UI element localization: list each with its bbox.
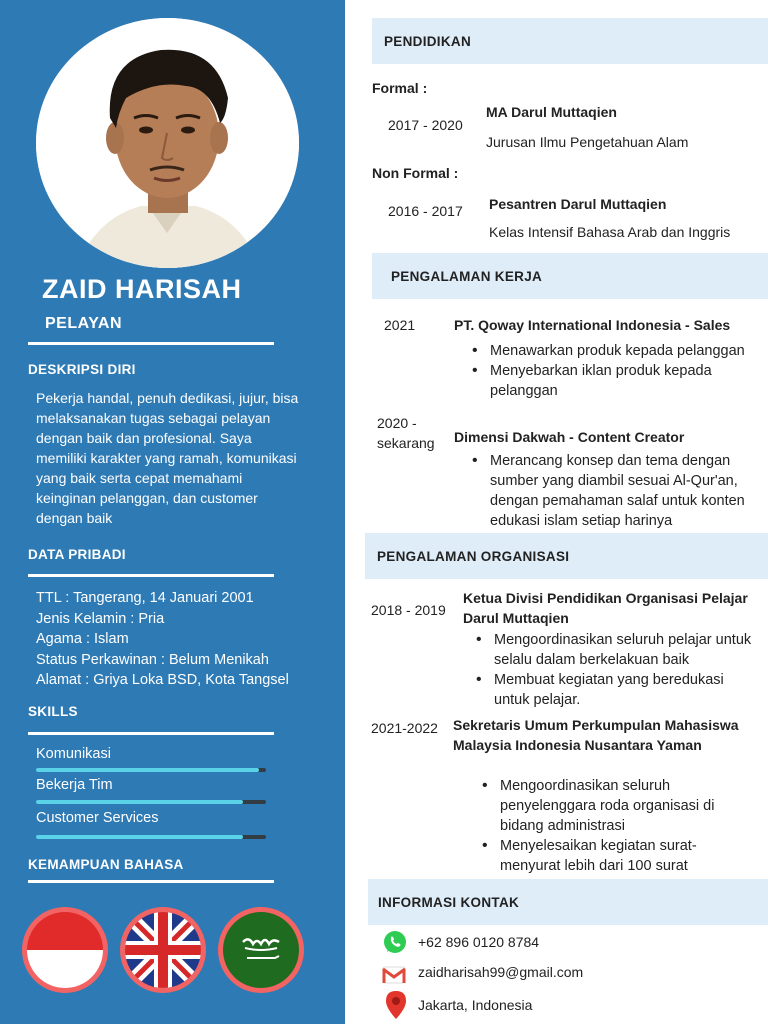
education-detail: Jurusan Ilmu Pengetahuan Alam bbox=[486, 134, 689, 150]
personal-data-list bbox=[36, 588, 289, 691]
skill-bar bbox=[36, 800, 266, 804]
skill-bar bbox=[36, 835, 266, 839]
work-heading: PENGALAMAN KERJA bbox=[372, 253, 768, 299]
skill-label: Komunikasi bbox=[36, 746, 111, 762]
list-item: • Menawarkan produk kepada pelanggan bbox=[470, 341, 766, 361]
skill-bar-fill bbox=[36, 800, 243, 804]
work-bullets bbox=[470, 341, 766, 401]
organization-heading: PENGALAMAN ORGANISASI bbox=[365, 533, 768, 579]
organization-bullets bbox=[474, 630, 754, 710]
contact-email: zaidharisah99@gmail.com bbox=[418, 964, 584, 980]
whatsapp-icon bbox=[382, 929, 408, 955]
location-pin-icon bbox=[383, 990, 409, 1020]
work-year: 2021 bbox=[384, 317, 416, 333]
about-line: yang baik serta cepat memahami bbox=[36, 470, 243, 486]
skill-label: Customer Services bbox=[36, 810, 159, 826]
education-heading: PENDIDIKAN bbox=[372, 18, 768, 64]
work-year-line: sekarang bbox=[377, 435, 435, 451]
contact-location: Jakarta, Indonesia bbox=[418, 997, 533, 1013]
sidebar bbox=[0, 0, 345, 1024]
list-item: • Membuat kegiatan yang beredukasi untuk pelajar. bbox=[474, 670, 754, 710]
profile-job-title: PELAYAN bbox=[45, 315, 123, 332]
skill-bar bbox=[36, 768, 266, 772]
list-item: • Menyebarkan iklan produk kepada pelanggan bbox=[470, 361, 766, 401]
skill-label: Bekerja Tim bbox=[36, 777, 113, 793]
organization-bullets bbox=[480, 776, 750, 876]
about-line: melaksanakan tugas sebagai pelayan bbox=[36, 410, 271, 426]
education-school: MA Darul Muttaqien bbox=[486, 104, 617, 120]
work-year-line: 2020 - bbox=[377, 415, 417, 431]
organization-years: 2021-2022 bbox=[371, 720, 438, 736]
work-year bbox=[377, 413, 435, 453]
languages-heading: KEMAMPUAN BAHASA bbox=[28, 857, 184, 872]
education-years: 2017 - 2020 bbox=[388, 117, 463, 133]
organization-years: 2018 - 2019 bbox=[371, 602, 446, 618]
about-line: memiliki karakter yang ramah, komunikasi bbox=[36, 450, 297, 466]
profile-photo bbox=[36, 18, 299, 268]
saudi-flag-icon bbox=[218, 907, 304, 993]
skills-heading: SKILLS bbox=[28, 704, 78, 719]
divider bbox=[28, 880, 274, 883]
contact-heading: INFORMASI KONTAK bbox=[368, 879, 768, 925]
about-text bbox=[36, 388, 326, 528]
about-line: keinginan pelanggan, dan customer bbox=[36, 490, 258, 506]
personal-item: Status Perkawinan : Belum Menikah bbox=[36, 651, 269, 668]
work-title: PT. Qoway International Indonesia - Sales bbox=[454, 317, 731, 333]
divider bbox=[28, 574, 274, 577]
list-item: • Menyelesaikan kegiatan surat-menyurat lebih dari 100 surat bbox=[480, 836, 750, 876]
work-title: Dimensi Dakwah - Content Creator bbox=[454, 429, 685, 445]
uk-flag-icon bbox=[120, 907, 206, 993]
personal-heading: DATA PRIBADI bbox=[28, 547, 126, 562]
education-school: Pesantren Darul Muttaqien bbox=[489, 196, 667, 212]
education-years: 2016 - 2017 bbox=[388, 203, 463, 219]
skill-bar-fill bbox=[36, 835, 243, 839]
formal-label: Formal : bbox=[372, 80, 428, 96]
indonesia-flag-icon bbox=[22, 907, 108, 993]
gmail-icon bbox=[381, 962, 407, 988]
personal-item: Jenis Kelamin : Pria bbox=[36, 610, 165, 627]
divider bbox=[28, 732, 274, 735]
personal-item: Agama : Islam bbox=[36, 631, 129, 647]
personal-item: TTL : Tangerang, 14 Januari 2001 bbox=[36, 590, 254, 606]
organization-title: Ketua Divisi Pendidikan Organisasi Pelajar Darul Muttaqien bbox=[463, 590, 748, 626]
education-detail: Kelas Intensif Bahasa Arab dan Inggris bbox=[489, 224, 731, 240]
list-item: • Mengoordinasikan seluruh pelajar untuk selalu dalam berkelakuan baik bbox=[474, 630, 754, 670]
profile-name: ZAID HARISAH bbox=[42, 274, 242, 304]
list-item: • Mengoordinasikan seluruh penyelenggara roda organisasi di bidang administrasi bbox=[480, 776, 750, 836]
organization-title: Sekretaris Umum Perkumpulan Mahasiswa Malaysia Indonesia Nusantara Yaman bbox=[453, 717, 739, 753]
about-heading: DESKRIPSI DIRI bbox=[28, 362, 136, 377]
about-line: dengan baik dan profesional. Saya bbox=[36, 430, 252, 446]
contact-phone: +62 896 0120 8784 bbox=[418, 934, 540, 950]
skill-bar-fill bbox=[36, 768, 259, 772]
divider bbox=[28, 342, 274, 345]
about-line: dengan baik bbox=[36, 510, 113, 526]
personal-item: Alamat : Griya Loka BSD, Kota Tangsel bbox=[36, 672, 289, 688]
work-bullets bbox=[470, 451, 766, 531]
nonformal-label: Non Formal : bbox=[372, 165, 459, 181]
about-line: Pekerja handal, penuh dedikasi, jujur, bisa bbox=[36, 390, 299, 406]
list-item: • Merancang konsep dan tema dengan sumber yang diambil sesuai Al-Qur'an, dengan pemahaman salaf untuk konten edukasi islam setiap harinya bbox=[470, 451, 766, 531]
